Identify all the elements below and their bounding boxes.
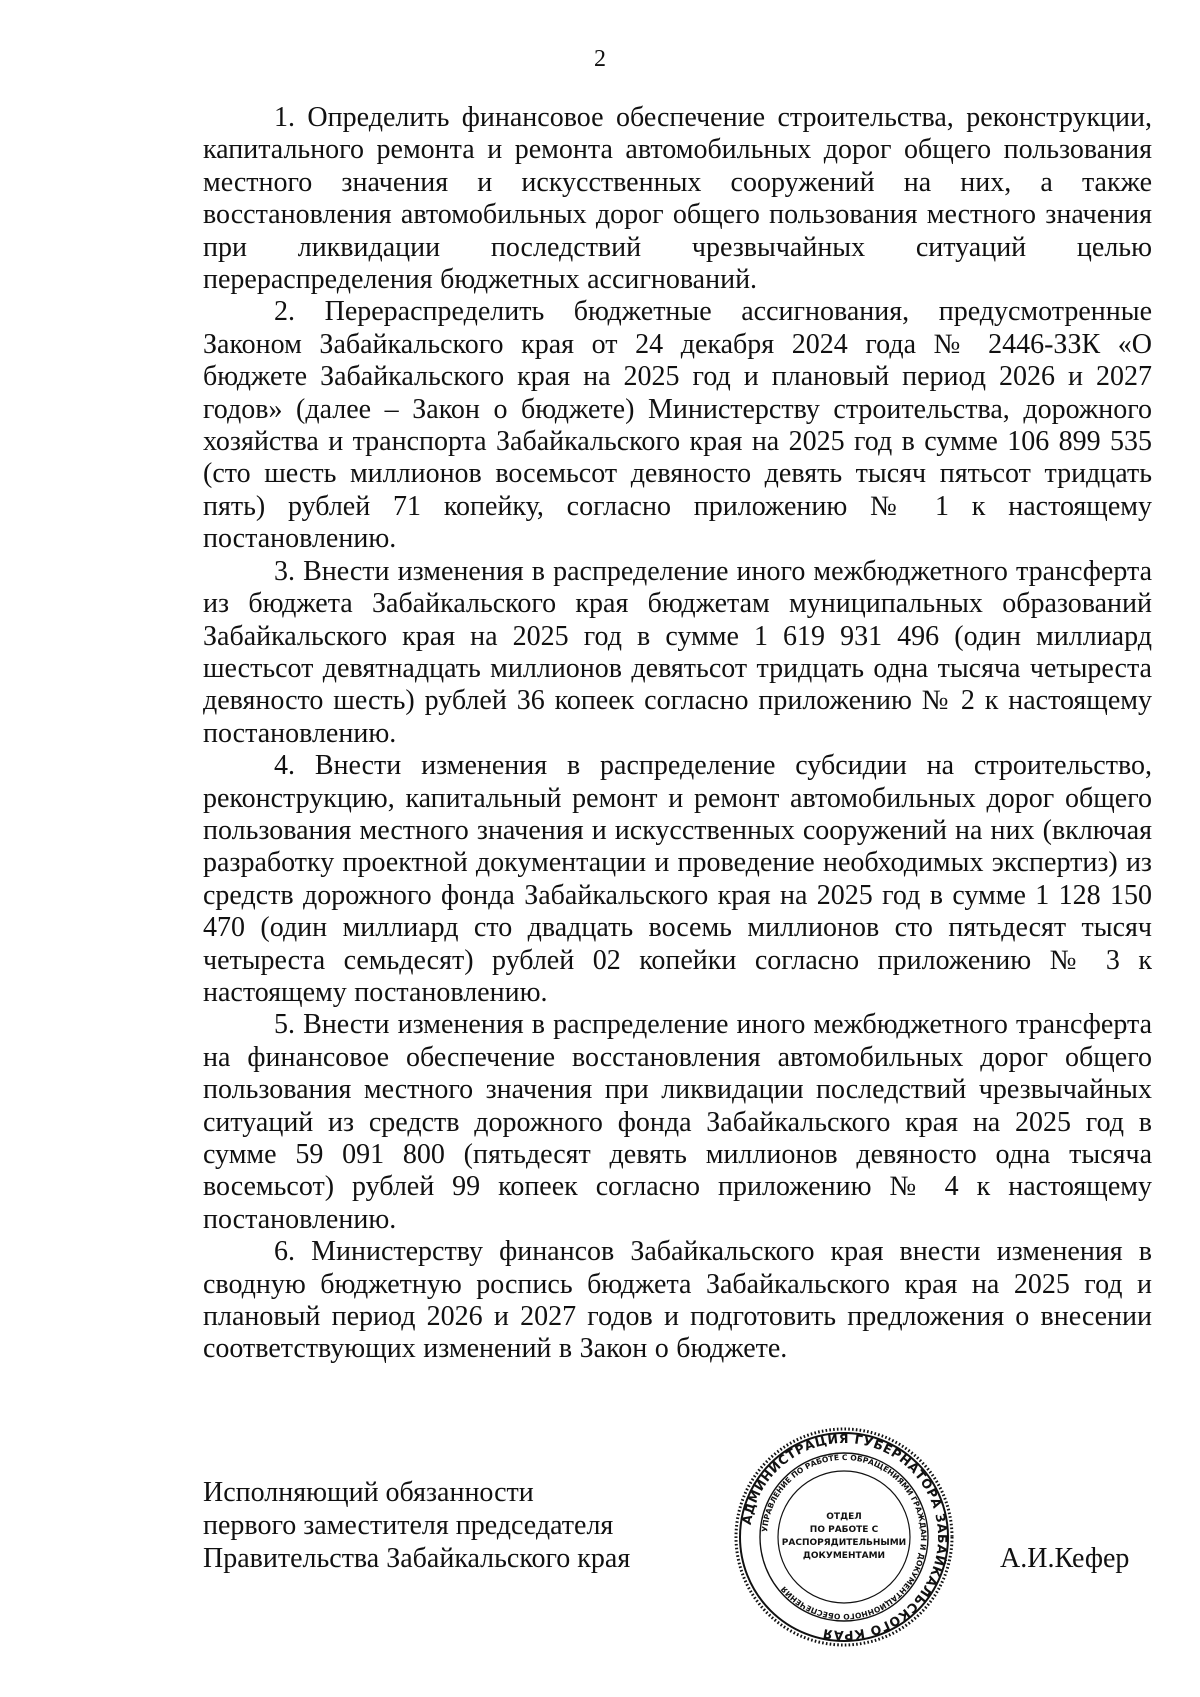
paragraph-5: 5. Внести изменения в распределение иного межбюджетного трансферта на финансовое обеспечение восстановления автомобильных дорог общего пользования местного значения при ликвидации последствий чрезвычайных ситуаций из средств дорожного фонда Забайкальского края на 2025 год в сумме 59 091 800 (пятьдесят девять миллионов девяносто одна тысяча восемьсот) рублей 99 копеек согласно приложению № 4 к настоящему постановлению. (203, 1009, 1152, 1235)
paragraph-4: 4. Внести изменения в распределение субсидии на строительство, реконструкцию, капитальный ремонт и ремонт автомобильных дорог общего пользования местного значения и искусственных сооружений на них (включая разработку проектной документации и проведение необходимых экспертиз) из средств дорожного фонда Забайкальского края на 2025 год в сумме 1 128 150 470 (один миллиард сто двадцать восемь миллионов сто пятьдесят тысяч четыреста семьдесят) рублей 02 копейки согласно приложению № 3 к настоящему постановлению. (203, 750, 1152, 1008)
official-seal-stamp (733, 1426, 955, 1648)
signatory-title (203, 1476, 630, 1575)
seal-inner-circle (778, 1471, 910, 1603)
paragraph-6: 6. Министерству финансов Забайкальского края внести изменения в сводную бюджетную роспись бюджета Забайкальского края на 2025 год и плановый период 2026 и 2027 годов и подготовить предложения о внесении соответствующих изменений в Закон о бюджете. (203, 1236, 1152, 1365)
seal-center-line: РАСПОРЯДИТЕЛЬНЫМИ (781, 1538, 907, 1548)
seal-outer-ring-text: АДМИНИСТРАЦИЯ ГУБЕРНАТОРА ЗАБАЙКАЛЬСКОГО КРАЯ (738, 1430, 951, 1644)
seal-center-line: ДОКУМЕНТАМИ (802, 1551, 886, 1561)
paragraph-2: 2. Перераспределить бюджетные ассигнования, предусмотренные Законом Забайкальского края от 24 декабря 2024 года № 2446-ЗЗК «О бюджете Забайкальского края на 2025 год и плановый период 2026 и 2027 годов» (далее – Закон о бюджете) Министерству строительства, дорожного хозяйства и транспорта Забайкальского края на 2025 год в сумме 106 899 535 (сто шесть миллионов восемьсот девяносто девять тысяч пятьсот тридцать пять) рублей 71 копейку, согласно приложению № 1 к настоящему постановлению. (203, 296, 1152, 555)
document-body (203, 102, 1152, 1366)
seal-center-line: ОТДЕЛ (826, 1512, 862, 1522)
page-number: 2 (594, 46, 606, 72)
seal-center-line: ПО РАБОТЕ С (809, 1525, 879, 1535)
paragraph-3: 3. Внести изменения в распределение иного межбюджетного трансферта из бюджета Забайкальского края бюджетам муниципальных образований Забайкальского края на 2025 год в сумме 1 619 931 496 (один миллиард шестьсот девятнадцать миллионов девятьсот тридцать одна тысяча четыреста девяносто шесть) рублей 36 копеек согласно приложению № 2 к настоящему постановлению. (203, 555, 1152, 749)
paragraph-1: 1. Определить финансовое обеспечение строительства, реконструкции, капитального ремонта и ремонта автомобильных дорог общего пользования местного значения и искусственных сооружений на них, а также восстановления автомобильных дорог общего пользования местного значения при ликвидации последствий чрезвычайных ситуаций целью перераспределения бюджетных ассигнований. (203, 102, 1152, 296)
seal-inner-ring-text: УПРАВЛЕНИЕ ПО РАБОТЕ С ОБРАЩЕНИЯМИ ГРАЖДАН И ДОКУМЕНТАЦИОННОГО ОБЕСПЕЧЕНИЯ (760, 1452, 929, 1622)
signatory-name: А.И.Кефер (1000, 1543, 1130, 1574)
signatory-title-line: Исполняющий обязанности (203, 1477, 534, 1508)
signatory-title-line: Правительства Забайкальского края (203, 1543, 631, 1574)
signatory-title-line: первого заместителя председателя (203, 1510, 614, 1541)
